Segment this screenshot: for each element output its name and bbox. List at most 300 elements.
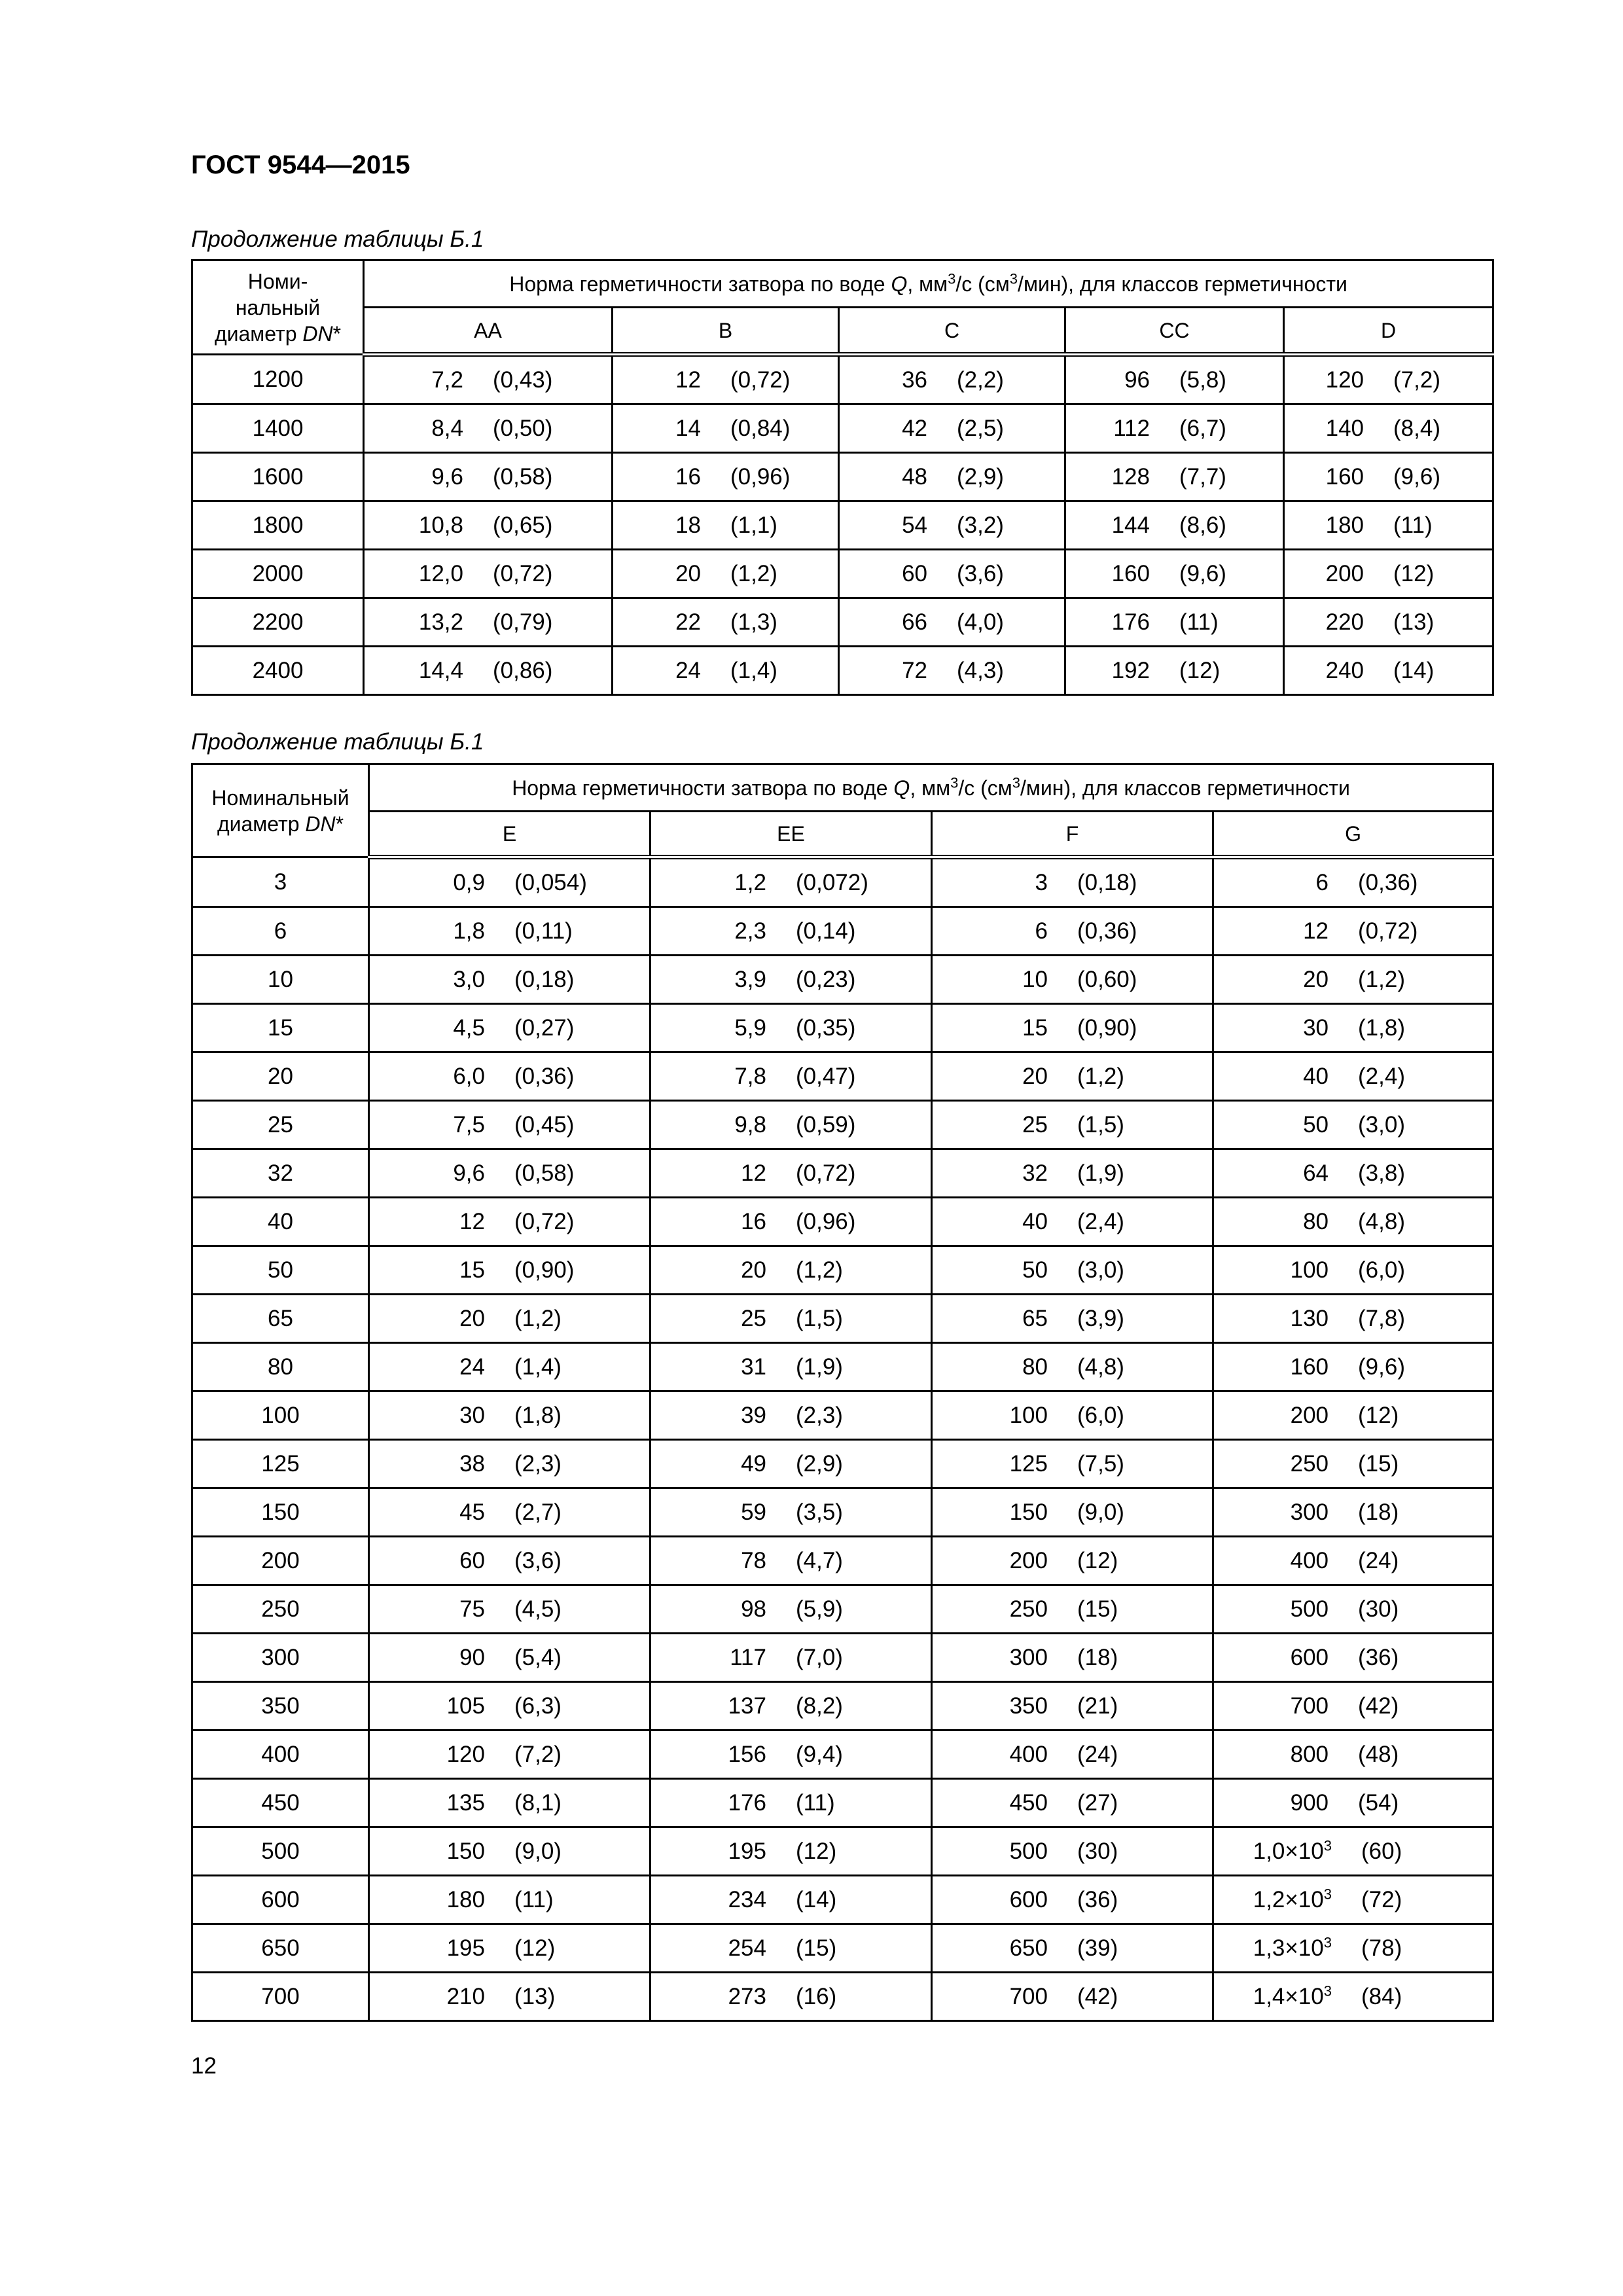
value-cell bbox=[1213, 1052, 1493, 1101]
table-row bbox=[192, 1827, 1493, 1876]
q-value: 50 bbox=[1022, 1257, 1048, 1283]
q-value: 500 bbox=[1009, 1838, 1048, 1864]
q-value: 36 bbox=[902, 367, 927, 393]
q-value: 195 bbox=[446, 1935, 485, 1961]
table-row bbox=[192, 1391, 1493, 1440]
q-per-minute: (0,23) bbox=[796, 966, 856, 992]
value-cell bbox=[932, 1295, 1213, 1343]
q-per-minute: (0,11) bbox=[514, 918, 573, 944]
dn-cell: 1800 bbox=[192, 501, 364, 550]
q-per-minute: (7,0) bbox=[796, 1644, 843, 1670]
table-row bbox=[192, 1876, 1493, 1924]
q-value: 60 bbox=[459, 1547, 485, 1573]
value-cell bbox=[932, 1149, 1213, 1198]
q-value: 98 bbox=[741, 1596, 766, 1622]
dn-cell: 450 bbox=[192, 1779, 369, 1827]
q-per-minute: (12) bbox=[514, 1935, 556, 1961]
q-value: 180 bbox=[446, 1886, 485, 1912]
value-cell bbox=[369, 907, 651, 956]
value-cell bbox=[1213, 1779, 1493, 1827]
value-cell bbox=[369, 1924, 651, 1973]
q-header-cell: Норма герметичности затвора по воде Q, $мм^3/с$ $(см^3/мин)$, для классов герметичности bbox=[369, 764, 1493, 812]
value-cell bbox=[651, 1827, 932, 1876]
table-row bbox=[192, 907, 1493, 956]
value-cell bbox=[1213, 1585, 1493, 1634]
value-cell bbox=[369, 1343, 651, 1391]
q-value: 20 bbox=[459, 1305, 485, 1331]
q-per-minute: (8,6) bbox=[1179, 512, 1226, 538]
q-value: 100 bbox=[1290, 1257, 1329, 1283]
q-per-minute: (4,7) bbox=[796, 1547, 843, 1573]
dn-cell: 700 bbox=[192, 1973, 369, 2021]
q-per-minute: (1,9) bbox=[1077, 1160, 1124, 1186]
dn-header-line: диаметр DN* bbox=[214, 321, 342, 346]
q-per-minute: (9,6) bbox=[1179, 560, 1226, 586]
q-value: 400 bbox=[1009, 1741, 1048, 1767]
q-value: 6 bbox=[1035, 918, 1048, 944]
q-value: 120 bbox=[446, 1741, 485, 1767]
value-cell bbox=[651, 1440, 932, 1488]
table-row bbox=[192, 1343, 1493, 1391]
dn-cell: 2400 bbox=[192, 647, 364, 695]
q-value: 700 bbox=[1009, 1983, 1048, 2009]
q-per-minute: (9,4) bbox=[796, 1741, 843, 1767]
q-per-minute: (0,45) bbox=[514, 1111, 575, 1138]
class-header-С: С bbox=[839, 308, 1065, 355]
dn-cell: 150 bbox=[192, 1488, 369, 1537]
q-per-minute: (3,8) bbox=[1358, 1160, 1405, 1186]
value-cell bbox=[839, 453, 1065, 501]
value-cell bbox=[369, 1634, 651, 1682]
value-cell bbox=[651, 1246, 932, 1295]
q-per-minute: (0,90) bbox=[1077, 1014, 1137, 1041]
q-per-minute: (8,2) bbox=[796, 1693, 843, 1719]
q-value: 38 bbox=[459, 1450, 485, 1477]
value-cell bbox=[651, 1149, 932, 1198]
value-cell bbox=[932, 1440, 1213, 1488]
q-value: 200 bbox=[1290, 1402, 1329, 1428]
q-value: 72 bbox=[902, 657, 927, 683]
q-value: 6 bbox=[1315, 869, 1329, 895]
q-per-minute: (12) bbox=[1393, 560, 1435, 586]
dn-cell: 650 bbox=[192, 1924, 369, 1973]
table-1 bbox=[191, 259, 1494, 696]
table-1-caption: Продолжение таблицы Б.1 bbox=[191, 226, 484, 252]
value-cell bbox=[651, 1391, 932, 1440]
value-cell bbox=[932, 1779, 1213, 1827]
q-per-minute: (14) bbox=[796, 1886, 837, 1912]
q-per-minute: (3,0) bbox=[1077, 1257, 1124, 1283]
value-cell bbox=[369, 857, 651, 907]
value-cell bbox=[839, 355, 1065, 404]
q-per-minute: (8,4) bbox=[1393, 415, 1440, 441]
value-cell bbox=[651, 1343, 932, 1391]
q-value: 20 bbox=[1303, 966, 1329, 992]
q-per-minute: (8,1) bbox=[514, 1789, 562, 1816]
table-row bbox=[192, 1246, 1493, 1295]
q-per-minute: (0,72) bbox=[730, 367, 791, 393]
dn-cell: 32 bbox=[192, 1149, 369, 1198]
q-per-minute: (9,6) bbox=[1358, 1354, 1405, 1380]
q-per-minute: (18) bbox=[1077, 1644, 1118, 1670]
q-per-minute: (0,90) bbox=[514, 1257, 575, 1283]
q-per-minute: (6,0) bbox=[1358, 1257, 1405, 1283]
q-value: 40 bbox=[1022, 1208, 1048, 1234]
q-per-minute: (9,6) bbox=[1393, 463, 1440, 490]
value-cell bbox=[1213, 1343, 1493, 1391]
value-cell bbox=[1213, 1440, 1493, 1488]
q-value: 176 bbox=[1111, 609, 1150, 635]
q-value: 49 bbox=[741, 1450, 766, 1477]
q-value: 16 bbox=[741, 1208, 766, 1234]
value-cell bbox=[364, 355, 613, 404]
q-value: 5,9 bbox=[734, 1014, 766, 1041]
q-value: 300 bbox=[1290, 1499, 1329, 1525]
q-per-minute: (3,6) bbox=[514, 1547, 562, 1573]
dn-cell: 1400 bbox=[192, 404, 364, 453]
q-value: 7,2 bbox=[431, 367, 463, 393]
q-per-minute: (2,5) bbox=[957, 415, 1004, 441]
dn-cell: 10 bbox=[192, 956, 369, 1004]
q-per-minute: (21) bbox=[1077, 1693, 1118, 1719]
value-cell bbox=[932, 1876, 1213, 1924]
q-value: 20 bbox=[675, 560, 701, 586]
q-value: 13,2 bbox=[418, 609, 463, 635]
table-row bbox=[192, 647, 1493, 695]
q-value: 128 bbox=[1111, 463, 1150, 490]
q-value: 75 bbox=[459, 1596, 485, 1622]
q-value: 12 bbox=[741, 1160, 766, 1186]
q-value: 140 bbox=[1325, 415, 1364, 441]
table-row bbox=[192, 1537, 1493, 1585]
value-cell bbox=[1213, 1924, 1493, 1973]
value-cell bbox=[1213, 1101, 1493, 1149]
q-value: 22 bbox=[675, 609, 701, 635]
value-cell bbox=[932, 857, 1213, 907]
value-cell bbox=[1284, 550, 1493, 598]
q-per-minute: (11) bbox=[514, 1886, 554, 1912]
value-cell bbox=[1065, 355, 1284, 404]
q-header-cell: Норма герметичности затвора по воде Q, $мм^3/с$ $(см^3/мин)$, для классов герметичности bbox=[364, 260, 1493, 308]
dn-cell: 200 bbox=[192, 1537, 369, 1585]
q-per-minute: (11) bbox=[1179, 609, 1219, 635]
table-row bbox=[192, 1731, 1493, 1779]
value-cell bbox=[932, 1827, 1213, 1876]
value-cell bbox=[651, 1682, 932, 1731]
q-per-minute: (0,58) bbox=[514, 1160, 575, 1186]
dn-cell: 125 bbox=[192, 1440, 369, 1488]
q-per-minute: (0,60) bbox=[1077, 966, 1137, 992]
q-value: 66 bbox=[902, 609, 927, 635]
table-row bbox=[192, 404, 1493, 453]
value-cell bbox=[651, 1295, 932, 1343]
value-cell bbox=[369, 1246, 651, 1295]
q-value: 1,8 bbox=[453, 918, 485, 944]
q-per-minute: (0,59) bbox=[796, 1111, 856, 1138]
q-value: 273 bbox=[728, 1983, 766, 2009]
q-per-minute: (12) bbox=[1179, 657, 1221, 683]
value-cell bbox=[651, 1585, 932, 1634]
class-header-G: G bbox=[1213, 812, 1493, 857]
q-per-minute: (14) bbox=[1393, 657, 1435, 683]
table-row bbox=[192, 1440, 1493, 1488]
q-value: 80 bbox=[1022, 1354, 1048, 1380]
q-per-minute: (15) bbox=[796, 1935, 837, 1961]
class-header-F: F bbox=[932, 812, 1213, 857]
dn-cell: 20 bbox=[192, 1052, 369, 1101]
q-per-minute: (11) bbox=[1393, 512, 1433, 538]
value-cell bbox=[369, 1682, 651, 1731]
q-value: 135 bbox=[446, 1789, 485, 1816]
q-per-minute: (1,2) bbox=[1358, 966, 1405, 992]
page-number: 12 bbox=[191, 2053, 217, 2079]
value-cell bbox=[1284, 453, 1493, 501]
q-per-minute: (1,4) bbox=[730, 657, 777, 683]
q-per-minute: (9,0) bbox=[1077, 1499, 1124, 1525]
q-per-minute: (24) bbox=[1358, 1547, 1399, 1573]
q-per-minute: (1,2) bbox=[1077, 1063, 1124, 1089]
q-value: 156 bbox=[728, 1741, 766, 1767]
value-cell bbox=[1213, 956, 1493, 1004]
q-value: 9,6 bbox=[453, 1160, 485, 1186]
q-value: 180 bbox=[1325, 512, 1364, 538]
q-value: 220 bbox=[1325, 609, 1364, 635]
q-value: 600 bbox=[1290, 1644, 1329, 1670]
value-cell bbox=[932, 1246, 1213, 1295]
value-cell bbox=[364, 598, 613, 647]
dn-cell: 400 bbox=[192, 1731, 369, 1779]
table-row bbox=[192, 1779, 1493, 1827]
q-per-minute: (1,9) bbox=[796, 1354, 843, 1380]
table-row bbox=[192, 1052, 1493, 1101]
q-per-minute: (0,79) bbox=[493, 609, 553, 635]
q-per-minute: (1,2) bbox=[730, 560, 777, 586]
q-per-minute: (60) bbox=[1361, 1838, 1402, 1864]
table-row bbox=[192, 1973, 1493, 2021]
q-per-minute: (4,8) bbox=[1358, 1208, 1405, 1234]
q-per-minute: (1,2) bbox=[796, 1257, 843, 1283]
value-cell bbox=[651, 1052, 932, 1101]
q-per-minute: (7,2) bbox=[514, 1741, 562, 1767]
q-per-minute: (2,9) bbox=[957, 463, 1004, 490]
q-per-minute: (9,0) bbox=[514, 1838, 562, 1864]
value-cell bbox=[932, 1537, 1213, 1585]
value-cell bbox=[932, 1634, 1213, 1682]
q-value: 20 bbox=[1022, 1063, 1048, 1089]
q-value: 600 bbox=[1009, 1886, 1048, 1912]
q-value: 2,3 bbox=[734, 918, 766, 944]
q-per-minute: (1,5) bbox=[796, 1305, 843, 1331]
q-per-minute: (78) bbox=[1361, 1935, 1402, 1961]
class-header-D: D bbox=[1284, 308, 1493, 355]
value-cell bbox=[613, 550, 839, 598]
value-cell bbox=[1213, 1391, 1493, 1440]
q-per-minute: (3,6) bbox=[957, 560, 1004, 586]
q-per-minute: (36) bbox=[1358, 1644, 1399, 1670]
q-value: 0,9 bbox=[453, 869, 485, 895]
q-value: 200 bbox=[1325, 560, 1364, 586]
value-cell bbox=[1213, 907, 1493, 956]
q-per-minute: (4,3) bbox=[957, 657, 1004, 683]
value-cell bbox=[369, 1391, 651, 1440]
class-header-ЕЕ: ЕЕ bbox=[651, 812, 932, 857]
dn-header-cell bbox=[192, 764, 369, 857]
q-value: 3 bbox=[1035, 869, 1048, 895]
q-value: 31 bbox=[741, 1354, 766, 1380]
q-per-minute: (0,072) bbox=[796, 869, 868, 895]
value-cell bbox=[932, 1101, 1213, 1149]
q-value: 105 bbox=[446, 1693, 485, 1719]
q-per-minute: (2,4) bbox=[1358, 1063, 1405, 1089]
table-2-caption: Продолжение таблицы Б.1 bbox=[191, 729, 484, 755]
value-cell bbox=[1213, 1876, 1493, 1924]
table-row bbox=[192, 1585, 1493, 1634]
q-per-minute: (1,2) bbox=[514, 1305, 562, 1331]
dn-header-line: Номинальный bbox=[211, 785, 349, 810]
q-per-minute: (1,8) bbox=[1358, 1014, 1405, 1041]
q-per-minute: (0,36) bbox=[1077, 918, 1137, 944]
value-cell bbox=[364, 404, 613, 453]
q-value: 59 bbox=[741, 1499, 766, 1525]
value-cell bbox=[364, 550, 613, 598]
q-per-minute: (6,7) bbox=[1179, 415, 1226, 441]
q-value: 900 bbox=[1290, 1789, 1329, 1816]
q-value: 250 bbox=[1290, 1450, 1329, 1477]
value-cell bbox=[1213, 1246, 1493, 1295]
q-per-minute: (30) bbox=[1077, 1838, 1118, 1864]
dn-header-line: Номи- bbox=[247, 269, 308, 293]
q-value: 45 bbox=[459, 1499, 485, 1525]
class-header-В: В bbox=[613, 308, 839, 355]
q-value: 160 bbox=[1325, 463, 1364, 490]
q-per-minute: (2,9) bbox=[796, 1450, 843, 1477]
q-value: 100 bbox=[1009, 1402, 1048, 1428]
q-value: 234 bbox=[728, 1886, 766, 1912]
value-cell bbox=[932, 1488, 1213, 1537]
q-value: 39 bbox=[741, 1402, 766, 1428]
q-per-minute: (1,8) bbox=[514, 1402, 562, 1428]
q-per-minute: (0,14) bbox=[796, 918, 856, 944]
value-cell bbox=[932, 1343, 1213, 1391]
value-cell bbox=[839, 501, 1065, 550]
q-value: 3,9 bbox=[734, 966, 766, 992]
value-cell bbox=[369, 1827, 651, 1876]
q-value: 176 bbox=[728, 1789, 766, 1816]
value-cell bbox=[651, 1101, 932, 1149]
value-cell bbox=[613, 647, 839, 695]
table-row bbox=[192, 1924, 1493, 1973]
value-cell bbox=[369, 1537, 651, 1585]
value-cell bbox=[932, 1198, 1213, 1246]
q-per-minute: (0,36) bbox=[1358, 869, 1418, 895]
q-per-minute: (3,5) bbox=[796, 1499, 843, 1525]
dn-cell: 2000 bbox=[192, 550, 364, 598]
value-cell bbox=[1213, 1004, 1493, 1052]
q-per-minute: (1,3) bbox=[730, 609, 777, 635]
q-per-minute: (0,47) bbox=[796, 1063, 856, 1089]
q-value: 10 bbox=[1022, 966, 1048, 992]
dn-cell: 350 bbox=[192, 1682, 369, 1731]
value-cell bbox=[613, 404, 839, 453]
value-cell bbox=[651, 1198, 932, 1246]
q-per-minute: (0,96) bbox=[730, 463, 791, 490]
q-value: 6,0 bbox=[453, 1063, 485, 1089]
q-value: 450 bbox=[1009, 1789, 1048, 1816]
q-value: $1,3\times 10^3$ bbox=[1253, 1933, 1332, 1961]
dn-cell: 65 bbox=[192, 1295, 369, 1343]
value-cell bbox=[651, 907, 932, 956]
q-value: 18 bbox=[675, 512, 701, 538]
q-per-minute: (0,35) bbox=[796, 1014, 856, 1041]
q-per-minute: (0,65) bbox=[493, 512, 553, 538]
q-value: 650 bbox=[1009, 1935, 1048, 1961]
table-row bbox=[192, 1634, 1493, 1682]
q-value: 210 bbox=[446, 1983, 485, 2009]
value-cell bbox=[1065, 404, 1284, 453]
value-cell bbox=[932, 1391, 1213, 1440]
table-row bbox=[192, 453, 1493, 501]
value-cell bbox=[1284, 404, 1493, 453]
q-per-minute: (0,86) bbox=[493, 657, 553, 683]
q-value: 40 bbox=[1303, 1063, 1329, 1089]
value-cell bbox=[369, 1973, 651, 2021]
q-value: 192 bbox=[1111, 657, 1150, 683]
dn-cell: 40 bbox=[192, 1198, 369, 1246]
value-cell bbox=[369, 1198, 651, 1246]
value-cell bbox=[1065, 647, 1284, 695]
q-value: 500 bbox=[1290, 1596, 1329, 1622]
value-cell bbox=[1213, 857, 1493, 907]
table-row bbox=[192, 355, 1493, 404]
q-per-minute: (2,3) bbox=[514, 1450, 562, 1477]
q-value: 144 bbox=[1111, 512, 1150, 538]
dn-cell: 600 bbox=[192, 1876, 369, 1924]
q-per-minute: (1,1) bbox=[730, 512, 777, 538]
q-per-minute: (12) bbox=[1358, 1402, 1399, 1428]
value-cell bbox=[369, 1149, 651, 1198]
value-cell bbox=[651, 1973, 932, 2021]
q-per-minute: (0,72) bbox=[1358, 918, 1418, 944]
q-value: 60 bbox=[902, 560, 927, 586]
value-cell bbox=[1213, 1827, 1493, 1876]
q-value: 3,0 bbox=[453, 966, 485, 992]
dn-cell: 1200 bbox=[192, 355, 364, 404]
class-header-СС: СС bbox=[1065, 308, 1284, 355]
q-value: 32 bbox=[1022, 1160, 1048, 1186]
q-per-minute: (0,18) bbox=[1077, 869, 1137, 895]
value-cell bbox=[369, 1585, 651, 1634]
q-value: 25 bbox=[1022, 1111, 1048, 1138]
q-per-minute: (3,9) bbox=[1077, 1305, 1124, 1331]
q-per-minute: (16) bbox=[796, 1983, 837, 2009]
q-value: 30 bbox=[459, 1402, 485, 1428]
value-cell bbox=[369, 1052, 651, 1101]
value-cell bbox=[651, 857, 932, 907]
dn-cell: 2200 bbox=[192, 598, 364, 647]
q-value: 800 bbox=[1290, 1741, 1329, 1767]
value-cell bbox=[1213, 1537, 1493, 1585]
q-value: 64 bbox=[1303, 1160, 1329, 1186]
value-cell bbox=[1213, 1973, 1493, 2021]
q-value: 125 bbox=[1009, 1450, 1048, 1477]
q-per-minute: (3,2) bbox=[957, 512, 1004, 538]
class-header-row bbox=[192, 812, 1493, 857]
value-cell bbox=[613, 453, 839, 501]
q-value: 14 bbox=[675, 415, 701, 441]
value-cell bbox=[651, 1004, 932, 1052]
value-cell bbox=[613, 598, 839, 647]
dn-cell: 1600 bbox=[192, 453, 364, 501]
